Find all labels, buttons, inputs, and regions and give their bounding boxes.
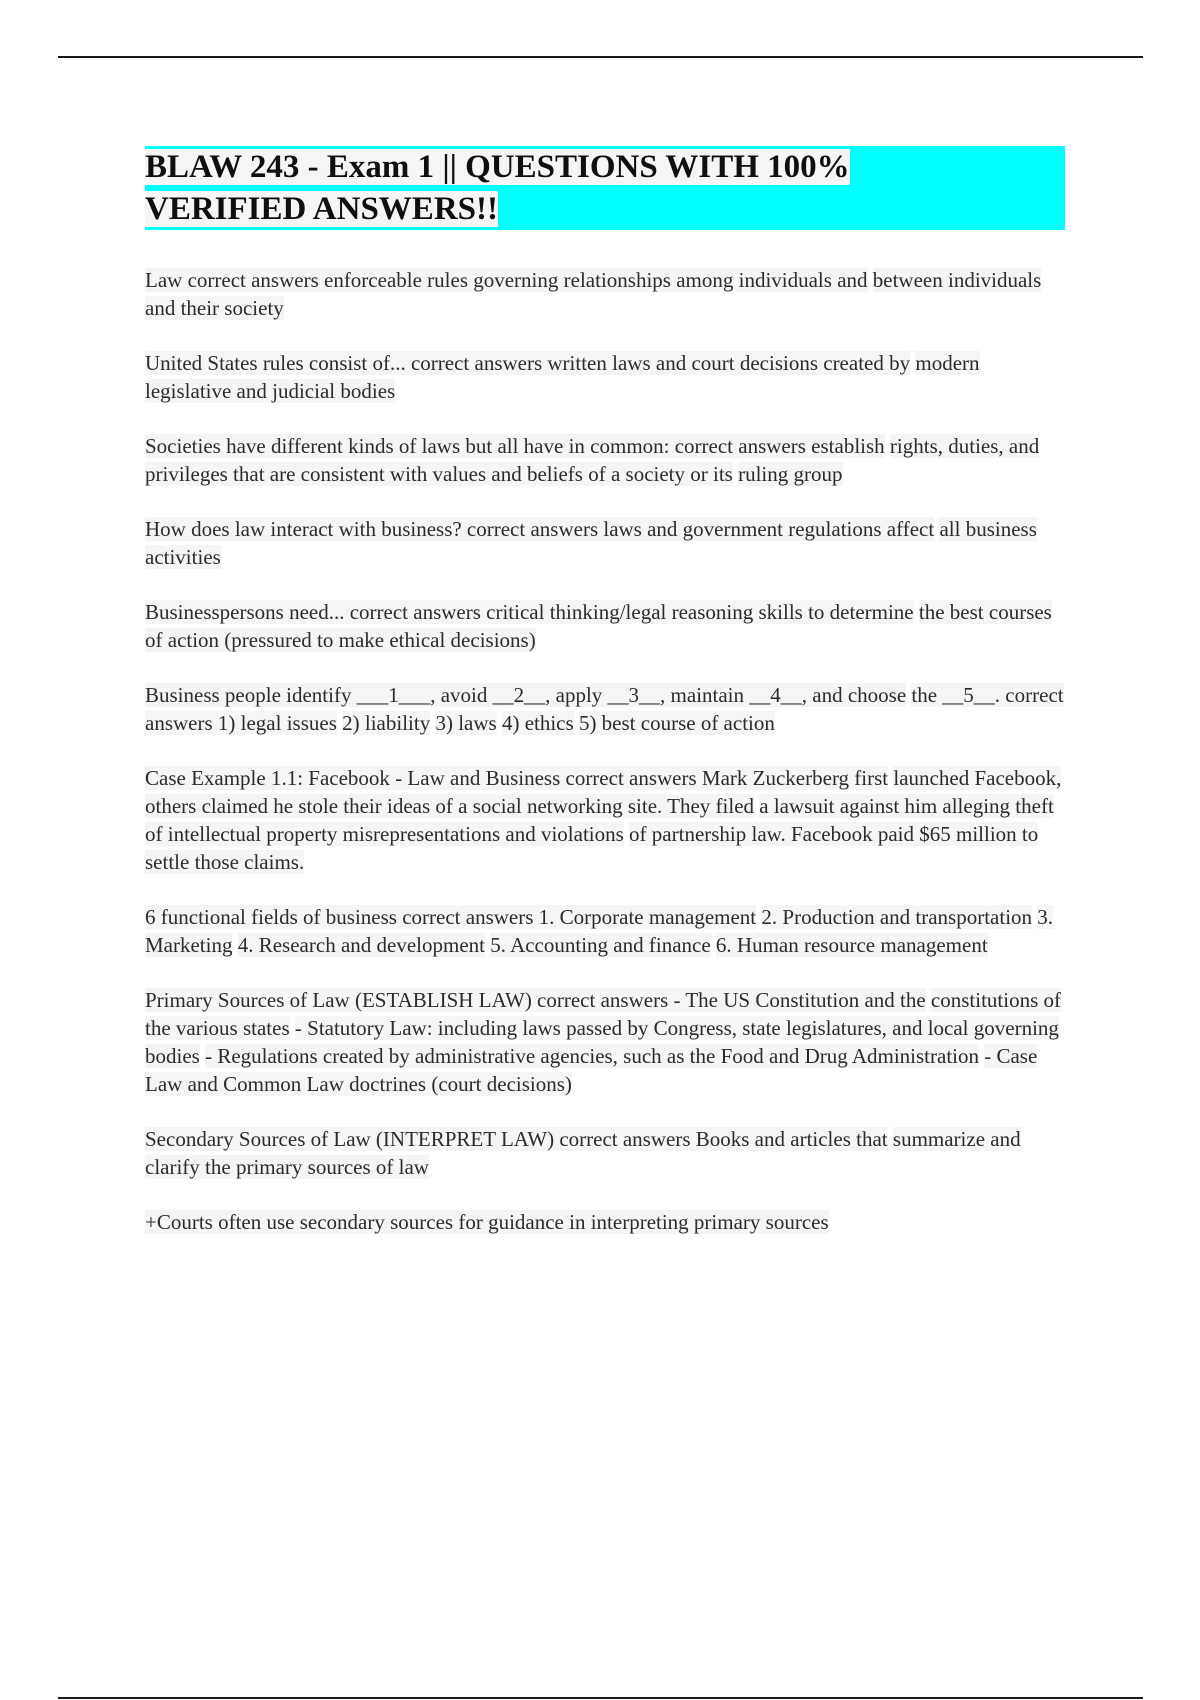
qa-line: all business activities (145, 517, 1037, 569)
qa-line: - Statutory Law: including laws passed by Congress, state legislatures, and local governing (294, 1016, 1059, 1040)
qa-line: Societies have different kinds of laws but all have in common: correct answers establish (145, 434, 885, 458)
qa-item-business-people (145, 681, 1065, 737)
document-body (145, 146, 1065, 1263)
qa-line: constitutions of the various states (145, 988, 1062, 1040)
qa-line: 2. Production and transportation (761, 905, 1033, 929)
qa-item-societies (145, 432, 1065, 488)
qa-item-primary-sources (145, 986, 1065, 1098)
qa-line: Primary Sources of Law (ESTABLISH LAW) correct answers - The US Constitution and the (145, 988, 926, 1012)
qa-item-secondary-sources (145, 1125, 1065, 1181)
qa-item-businesspersons (145, 598, 1065, 654)
document-title (145, 146, 1065, 230)
qa-line: 6 functional fields of business correct answers 1. Corporate management (145, 905, 757, 929)
qa-line: - Case Law and Common Law doctrines (court decisions) (145, 1044, 1038, 1096)
qa-line: 2) liability (342, 711, 431, 735)
qa-line: ruling group (738, 462, 843, 486)
qa-line: modern legislative and judicial bodies (145, 351, 980, 403)
qa-item-courts-note (145, 1208, 1065, 1236)
title-line-2: VERIFIED ANSWERS!! (145, 191, 498, 227)
qa-line: 4) ethics (501, 711, 574, 735)
qa-line: +Courts often use secondary sources for guidance in interpreting primary sources (145, 1210, 829, 1234)
qa-line: 3) laws (435, 711, 497, 735)
qa-line: a lawsuit against him alleging theft of intellectual property misrepresentations and violations (145, 794, 1054, 846)
qa-line: between individuals and their society (145, 268, 1042, 320)
qa-line: 5) best course of action (578, 711, 775, 735)
qa-line: - Regulations created by administrative agencies, such as the Food and Drug Administration (205, 1044, 979, 1068)
qa-line: Businesspersons need... correct answers critical thinking/legal reasoning skills to determine (145, 600, 914, 624)
bottom-rule (58, 1697, 1143, 1699)
qa-item-law (145, 266, 1065, 322)
qa-item-case-example (145, 764, 1065, 876)
qa-line: Business people identify ___1___, avoid __2__, apply __3__, maintain __4__, and choose (145, 683, 907, 707)
qa-line: 3. Marketing (145, 905, 1054, 957)
qa-line: summarize and clarify the primary sources of law (145, 1127, 1021, 1179)
qa-line: the best courses of action (pressured to make ethical decisions) (145, 600, 1052, 652)
qa-line: 6. Human resource management (715, 933, 988, 957)
qa-line: bodies (145, 1044, 200, 1068)
qa-item-law-business (145, 515, 1065, 571)
qa-line: launched Facebook, others claimed he stole their ideas of a social networking site. They filed (145, 766, 1062, 818)
top-rule (58, 56, 1143, 58)
qa-line: 4. Research and development (237, 933, 485, 957)
qa-line: the __5__. correct answers 1) legal issues (145, 683, 1064, 735)
qa-item-functional-fields (145, 903, 1065, 959)
qa-line: rights, duties, and privileges that are consistent with values and beliefs of a society or its (145, 434, 1040, 486)
qa-line: of partnership law. Facebook paid $65 million to settle those claims. (145, 822, 1039, 874)
qa-line: How does law interact with business? correct answers laws and government regulations affect (145, 517, 935, 541)
qa-line: Secondary Sources of Law (INTERPRET LAW) correct answers Books and articles that (145, 1127, 888, 1151)
qa-line: Case Example 1.1: Facebook - Law and Business correct answers Mark Zuckerberg first (145, 766, 889, 790)
qa-line: 5. Accounting and finance (490, 933, 711, 957)
qa-line: United States rules consist of... correct answers written laws and court decisions created by (145, 351, 911, 375)
title-line-1: BLAW 243 - Exam 1 || QUESTIONS WITH 100% (145, 149, 850, 185)
qa-line: Law correct answers enforceable rules governing relationships among individuals and (145, 268, 868, 292)
qa-item-us-rules (145, 349, 1065, 405)
